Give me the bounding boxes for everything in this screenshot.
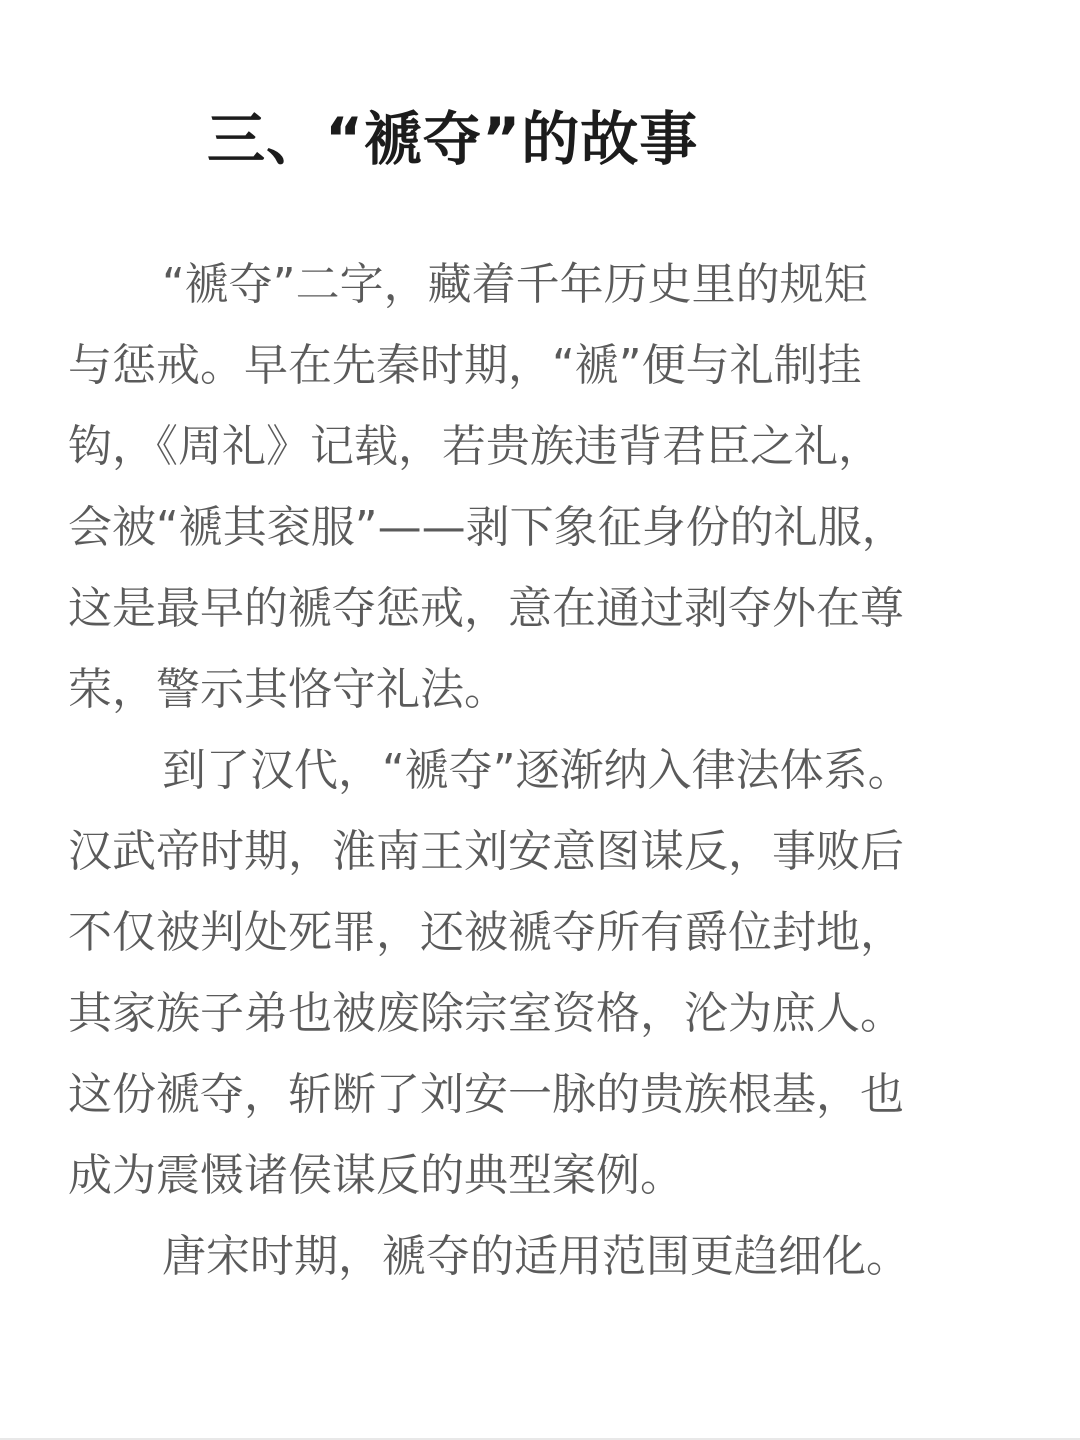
paragraph-line: 成为震慑诸侯谋反的典型案例。 bbox=[68, 1150, 684, 1201]
article-body bbox=[68, 244, 1018, 1297]
paragraph-line: 其家族子弟也被废除宗室资格，沦为庶人。 bbox=[68, 988, 904, 1039]
section-title: 三、“褫夺”的故事 bbox=[207, 105, 699, 173]
paragraph-line: 不仅被判处死罪，还被褫夺所有爵位封地， bbox=[68, 907, 904, 958]
paragraph-line: 钩，《周礼》记载，若贵族违背君臣之礼， bbox=[68, 421, 882, 472]
paragraph-line: 荣，警示其恪守礼法。 bbox=[68, 664, 508, 715]
paragraph-line: 会被“褫其衮服”——剥下象征身份的礼服， bbox=[68, 502, 906, 553]
paragraph-line: 汉武帝时期，淮南王刘安意图谋反，事败后 bbox=[68, 826, 904, 877]
paragraph-line: “褫夺”二字，藏着千年历史里的规矩 bbox=[162, 259, 868, 310]
paragraph-2 bbox=[68, 730, 1018, 1216]
paragraph-line: 到了汉代，“褫夺”逐渐纳入律法体系。 bbox=[162, 745, 912, 796]
paragraph-line: 唐宋时期，褫夺的适用范围更趋细化。 bbox=[162, 1231, 910, 1282]
paragraph-line: 与惩戒。早在先秦时期，“褫”便与礼制挂 bbox=[68, 340, 862, 391]
paragraph-line: 这是最早的褫夺惩戒，意在通过剥夺外在尊 bbox=[68, 583, 904, 634]
paragraph-1 bbox=[68, 244, 1018, 730]
paragraph-3 bbox=[68, 1216, 1018, 1297]
paragraph-line: 这份褫夺，斩断了刘安一脉的贵族根基，也 bbox=[68, 1069, 904, 1120]
